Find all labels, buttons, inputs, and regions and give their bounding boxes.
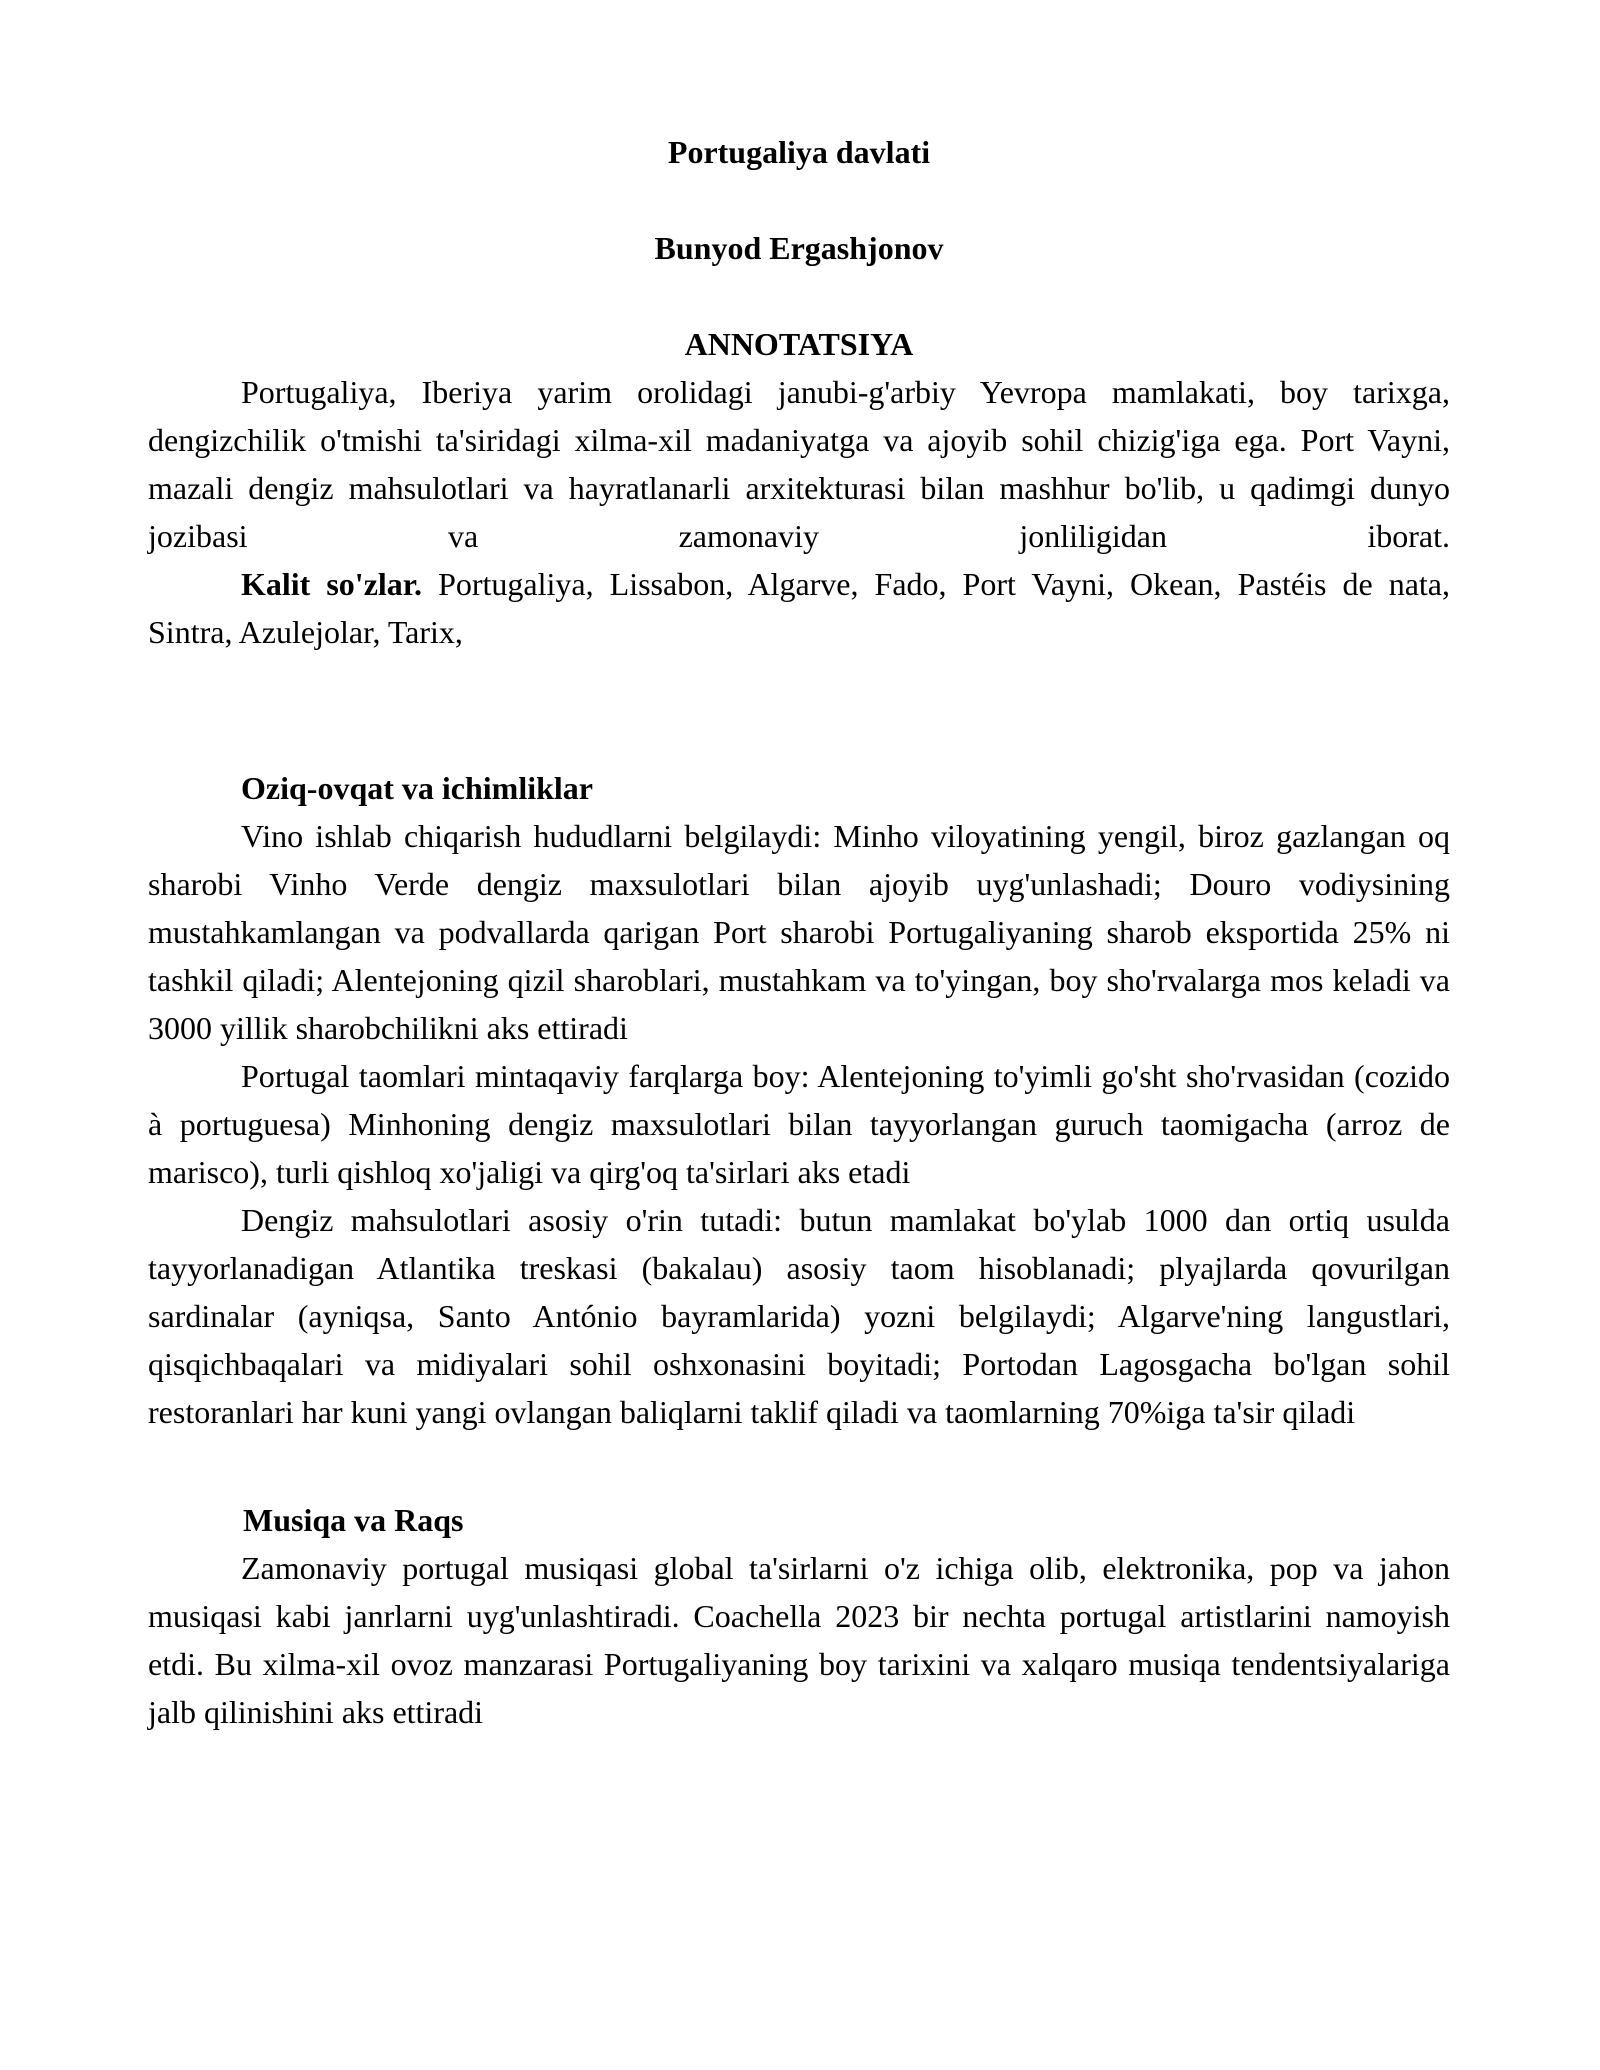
annotation-heading: ANNOTATSIYA bbox=[684, 326, 914, 362]
keywords-label: Kalit so'zlar. bbox=[241, 566, 423, 602]
document-page bbox=[148, 128, 1450, 1736]
keywords-paragraph bbox=[148, 560, 1450, 656]
music-paragraph: Zamonaviy portugal musiqasi global ta'sirlarni o'z ichiga olib, elektronika, pop va jahon musiqasi kabi janrlarni uyg'unlashtiradi. Coachella 2023 bir nechta portugal artistlarini namoyish etdi. Bu xilma-xil ovoz manzarasi Portugaliyaning boy tarixini va xalqaro musiqa tendentsiyalariga jalb qilinishini aks ettiradi bbox=[148, 1550, 1450, 1730]
author-name: Bunyod Ergashjonov bbox=[654, 230, 944, 266]
food-paragraph-cuisine: Portugal taomlari mintaqaviy farqlarga boy: Alentejoning to'yimli go'sht sho'rvasidan (cozido à portuguesa) Minhoning dengiz maxsulotlari bilan tayyorlangan guruch taomigacha (arroz de marisco), turli qishloq xo'jaligi va qirg'oq ta'sirlari aks etadi bbox=[148, 1058, 1450, 1190]
annotation-text: Portugaliya, Iberiya yarim orolidagi janubi-g'arbiy Yevropa mamlakati, boy tarixga, dengizchilik o'tmishi ta'siridagi xilma-xil madaniyatga va ajoyib sohil chizig'iga ega. Port Vayni, mazali dengiz mahsulotlari va hayratlanarli arxitekturasi bilan mashhur bo'lib, u qadimgi dunyo jozibasi va zamonaviy jonliligidan iborat. bbox=[148, 374, 1450, 554]
food-paragraph-seafood: Dengiz mahsulotlari asosiy o'rin tutadi: butun mamlakat bo'ylab 1000 dan ortiq usulda tayyorlanadigan Atlantika treskasi (bakalau) asosiy taom hisoblanadi; plyajlarda qovurilgan sardinalar (ayniqsa, Santo António bayramlarida) yozni belgilaydi; Algarve'ning langustlari, qisqichbaqalari va midiyalari sohil oshxonasini boyitadi; Portodan Lagosgacha bo'lgan sohil restoranlari har kuni yangi ovlangan baliqlarni taklif qiladi va taomlarning 70%iga ta'sir qiladi bbox=[148, 1202, 1450, 1430]
food-paragraph-wine: Vino ishlab chiqarish hududlarni belgilaydi: Minho viloyatining yengil, biroz gazlangan oq sharobi Vinho Verde dengiz maxsulotlari bilan ajoyib uyg'unlashadi; Douro vodiysining mustahkamlangan va podvallarda qarigan Port sharobi Portugaliyaning sharob eksportida 25% ni tashkil qiladi; Alentejoning qizil sharoblari, mustahkam va to'yingan, boy sho'rvalarga mos keladi va 3000 yillik sharobchilikni aks ettiradi bbox=[148, 818, 1450, 1046]
section-heading-food: Oziq-ovqat va ichimliklar bbox=[241, 770, 593, 806]
section-heading-music: Musiqa va Raqs bbox=[243, 1502, 464, 1538]
keywords-text: Portugaliya, Lissabon, Algarve, Fado, Port Vayni, Okean, Pastéis de nata, Sintra, Azulejolar, Tarix, bbox=[148, 566, 1451, 650]
document-title: Portugaliya davlati bbox=[667, 134, 931, 170]
